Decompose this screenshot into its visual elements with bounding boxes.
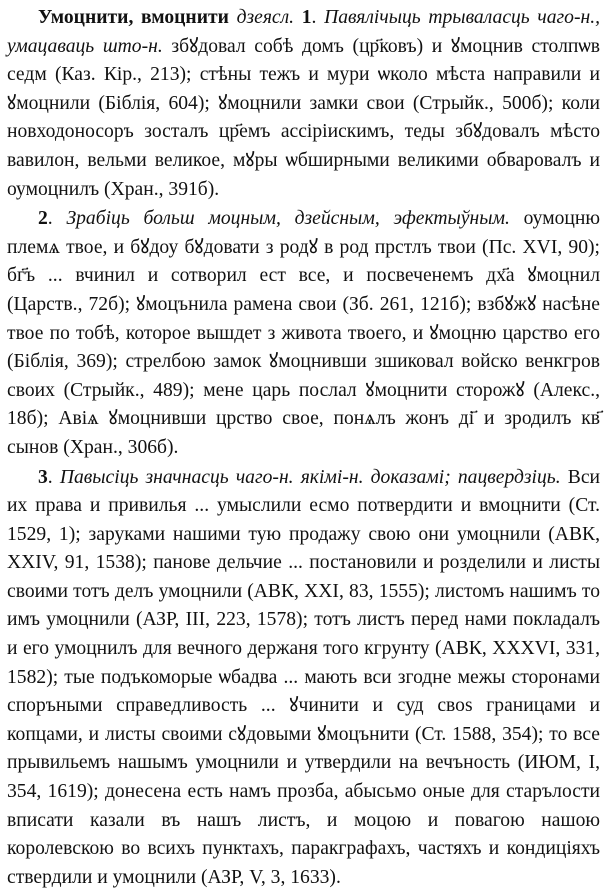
sense-number: 3 bbox=[38, 467, 48, 488]
sense-citations: Вси их права и привилья ... умыслили есмо потвердити и вмоцнити (Ст. 1529, 1); заруками нашими тую продажу свою они умоцнили (АВК, XXIV, 91, 1538); панове дельчие ... постановили и розделили и листы своими тотъ делъ умоцнили (АВК, XXI, 83, 1555); листомъ нашимъ то имъ умоцнили (АЗР, III, 223, 1578); тотъ листъ перед нами покладалъ и его умоцнилъ для вечного держаня того кгрунту (АВК, XXXVI, 331, 1582); тые подъкоморые ѡбадва ... мають вси згодне межы сторонами споръными справедливость ... ꙋчинити и суд своѕ границами и копцами, и листы своими сꙋдовыми ꙋмоцънити (Ст. 1588, 354); то все прывильемъ нашымъ умоцнили и утвердили на вечъность (ИЮМ, I, 354, 1619); донесена есть намъ прозба, абысьмо оные для старълости вписати казали въ нашъ листъ, и моцою и повагою нашою королевскою во всихъ пунктахъ, паракграфахъ, частяхъ и кондиціяхъ ствердили и умоцнили (АЗР, V, 3, 1633). bbox=[7, 467, 600, 888]
sense-citations: збꙋдовал собѣ домъ (цр҃ковъ) и ꙋмоцнив столпѡв седм (Каз. Кір., 213); стѣны тежъ и мури ѡколо мѣста направили и ꙋмоцнили (Біблія, 604); ꙋмоцнили замки свои (Стрыйк., 500б); коли новходоносоръ зосталъ цр҃емъ ассірiискимъ, теды збꙋдовалъ мѣсто вавилон, вельми великое, мꙋры ѡбширными великими обваровалъ и оумоцнилъ (Хран., 391б). bbox=[7, 36, 600, 200]
sense-definition: Зрабіць больш моцным, дзейсным, эфектыўным. bbox=[66, 208, 509, 229]
sense-number: 2 bbox=[38, 208, 48, 229]
entry-sense-1: Умоцнити, вмоцнити дзеясл. 1. Павялічыць трываласць чаго-н., умацаваць што-н. збꙋдовал собѣ домъ (цр҃ковъ) и ꙋмоцнив столпѡв седм (Каз. Кір., 213); стѣны тежъ и мури ѡколо мѣста направили и ꙋмоцнили (Біблія, 604); ꙋмоцнили замки свои (Стрыйк., 500б); коли новходоносоръ зосталъ цр҃емъ ассірiискимъ, теды збꙋдовалъ мѣсто вавилон, вельми великое, мꙋры ѡбширными великими обваровалъ и оумоцнилъ (Хран., 391б). bbox=[7, 4, 600, 204]
entry-sense-2: 2. Зрабіць больш моцным, дзейсным, эфектыўным. оумоцню племѧ твое, и бꙋдоу бꙋдовати з родꙋ в род прстлъ твои (Пс. XVI, 90); бг҃ъ ... вчинил и сотворил ест все, и посвеченемъ дх҃а ꙋмоцнил (Царств., 72б); ꙋмоцънила рамена свои (Зб. 261, 121б); взбꙋжꙋ насѣне твое по тобѣ, которое вышдет з живота твоего, и ꙋмоцню царство его (Біблія, 369); стрелбою замок ꙋмоцнивши зшиковал войско венкгров своих (Стрыйк., 489); мене царь послал ꙋмоцнити сторожꙋ (Алекс., 18б); Авіѧ ꙋмоцнивши црство свое, понѧлъ жонъ ді҃ и зродилъ кв҃ сынов (Хран., 306б). bbox=[7, 205, 600, 462]
entry-sense-3: 3. Павысіць значнасць чаго-н. якімі-н. доказамі; пацвердзіць. Вси их права и привилья ... умыслили есмо потвердити и вмоцнити (Ст. 1529, 1); заруками нашими тую продажу свою они умоцнили (АВК, XXIV, 91, 1538); панове дельчие ... постановили и розделили и листы своими тотъ делъ умоцнили (АВК, XXI, 83, 1555); листомъ нашимъ то имъ умоцнили (АЗР, III, 223, 1578); тотъ листъ перед нами покладалъ и его умоцнилъ для вечного держаня того кгрунту (АВК, XXXVI, 331, 1582); тые подъкоморые ѡбадва ... мають вси згодне межы сторонами споръными справедливость ... ꙋчинити и суд своѕ границами и копцами, и листы своими сꙋдовыми ꙋмоцънити (Ст. 1588, 354); то все прывильемъ нашымъ умоцнили и утвердили на вечъность (ИЮМ, I, 354, 1619); донесена есть намъ прозба, абысьмо оные для старълости вписати казали въ нашъ листъ, и моцою и повагою нашою королевскою во всихъ пунктахъ, паракграфахъ, частяхъ и кондиціяхъ ствердили и умоцнили (АЗР, V, 3, 1633). bbox=[7, 464, 600, 892]
part-of-speech: дзеясл. bbox=[237, 7, 295, 28]
sense-definition: Павялічыць трываласць чаго-н., умацаваць што-н. bbox=[7, 7, 600, 57]
sense-number: 1 bbox=[302, 7, 312, 28]
entry-headword: Умоцнити, вмоцнити bbox=[38, 7, 229, 28]
sense-definition: Павысіць значнасць чаго-н. якімі-н. доказамі; пацвердзіць. bbox=[60, 467, 561, 488]
sense-citations: оумоцню племѧ твое, и бꙋдоу бꙋдовати з родꙋ в род прстлъ твои (Пс. XVI, 90); бг҃ъ ... вчинил и сотворил ест все, и посвеченемъ дх҃а ꙋмоцнил (Царств., 72б); ꙋмоцънила рамена свои (Зб. 261, 121б); взбꙋжꙋ насѣне твое по тобѣ, которое вышдет з живота твоего, и ꙋмоцню царство его (Біблія, 369); стрелбою замок ꙋмоцнивши зшиковал войско венкгров своих (Стрыйк., 489); мене царь послал ꙋмоцнити сторожꙋ (Алекс., 18б); Авіѧ ꙋмоцнивши црство свое, понѧлъ жонъ ді҃ и зродилъ кв҃ сынов (Хран., 306б). bbox=[7, 208, 600, 458]
